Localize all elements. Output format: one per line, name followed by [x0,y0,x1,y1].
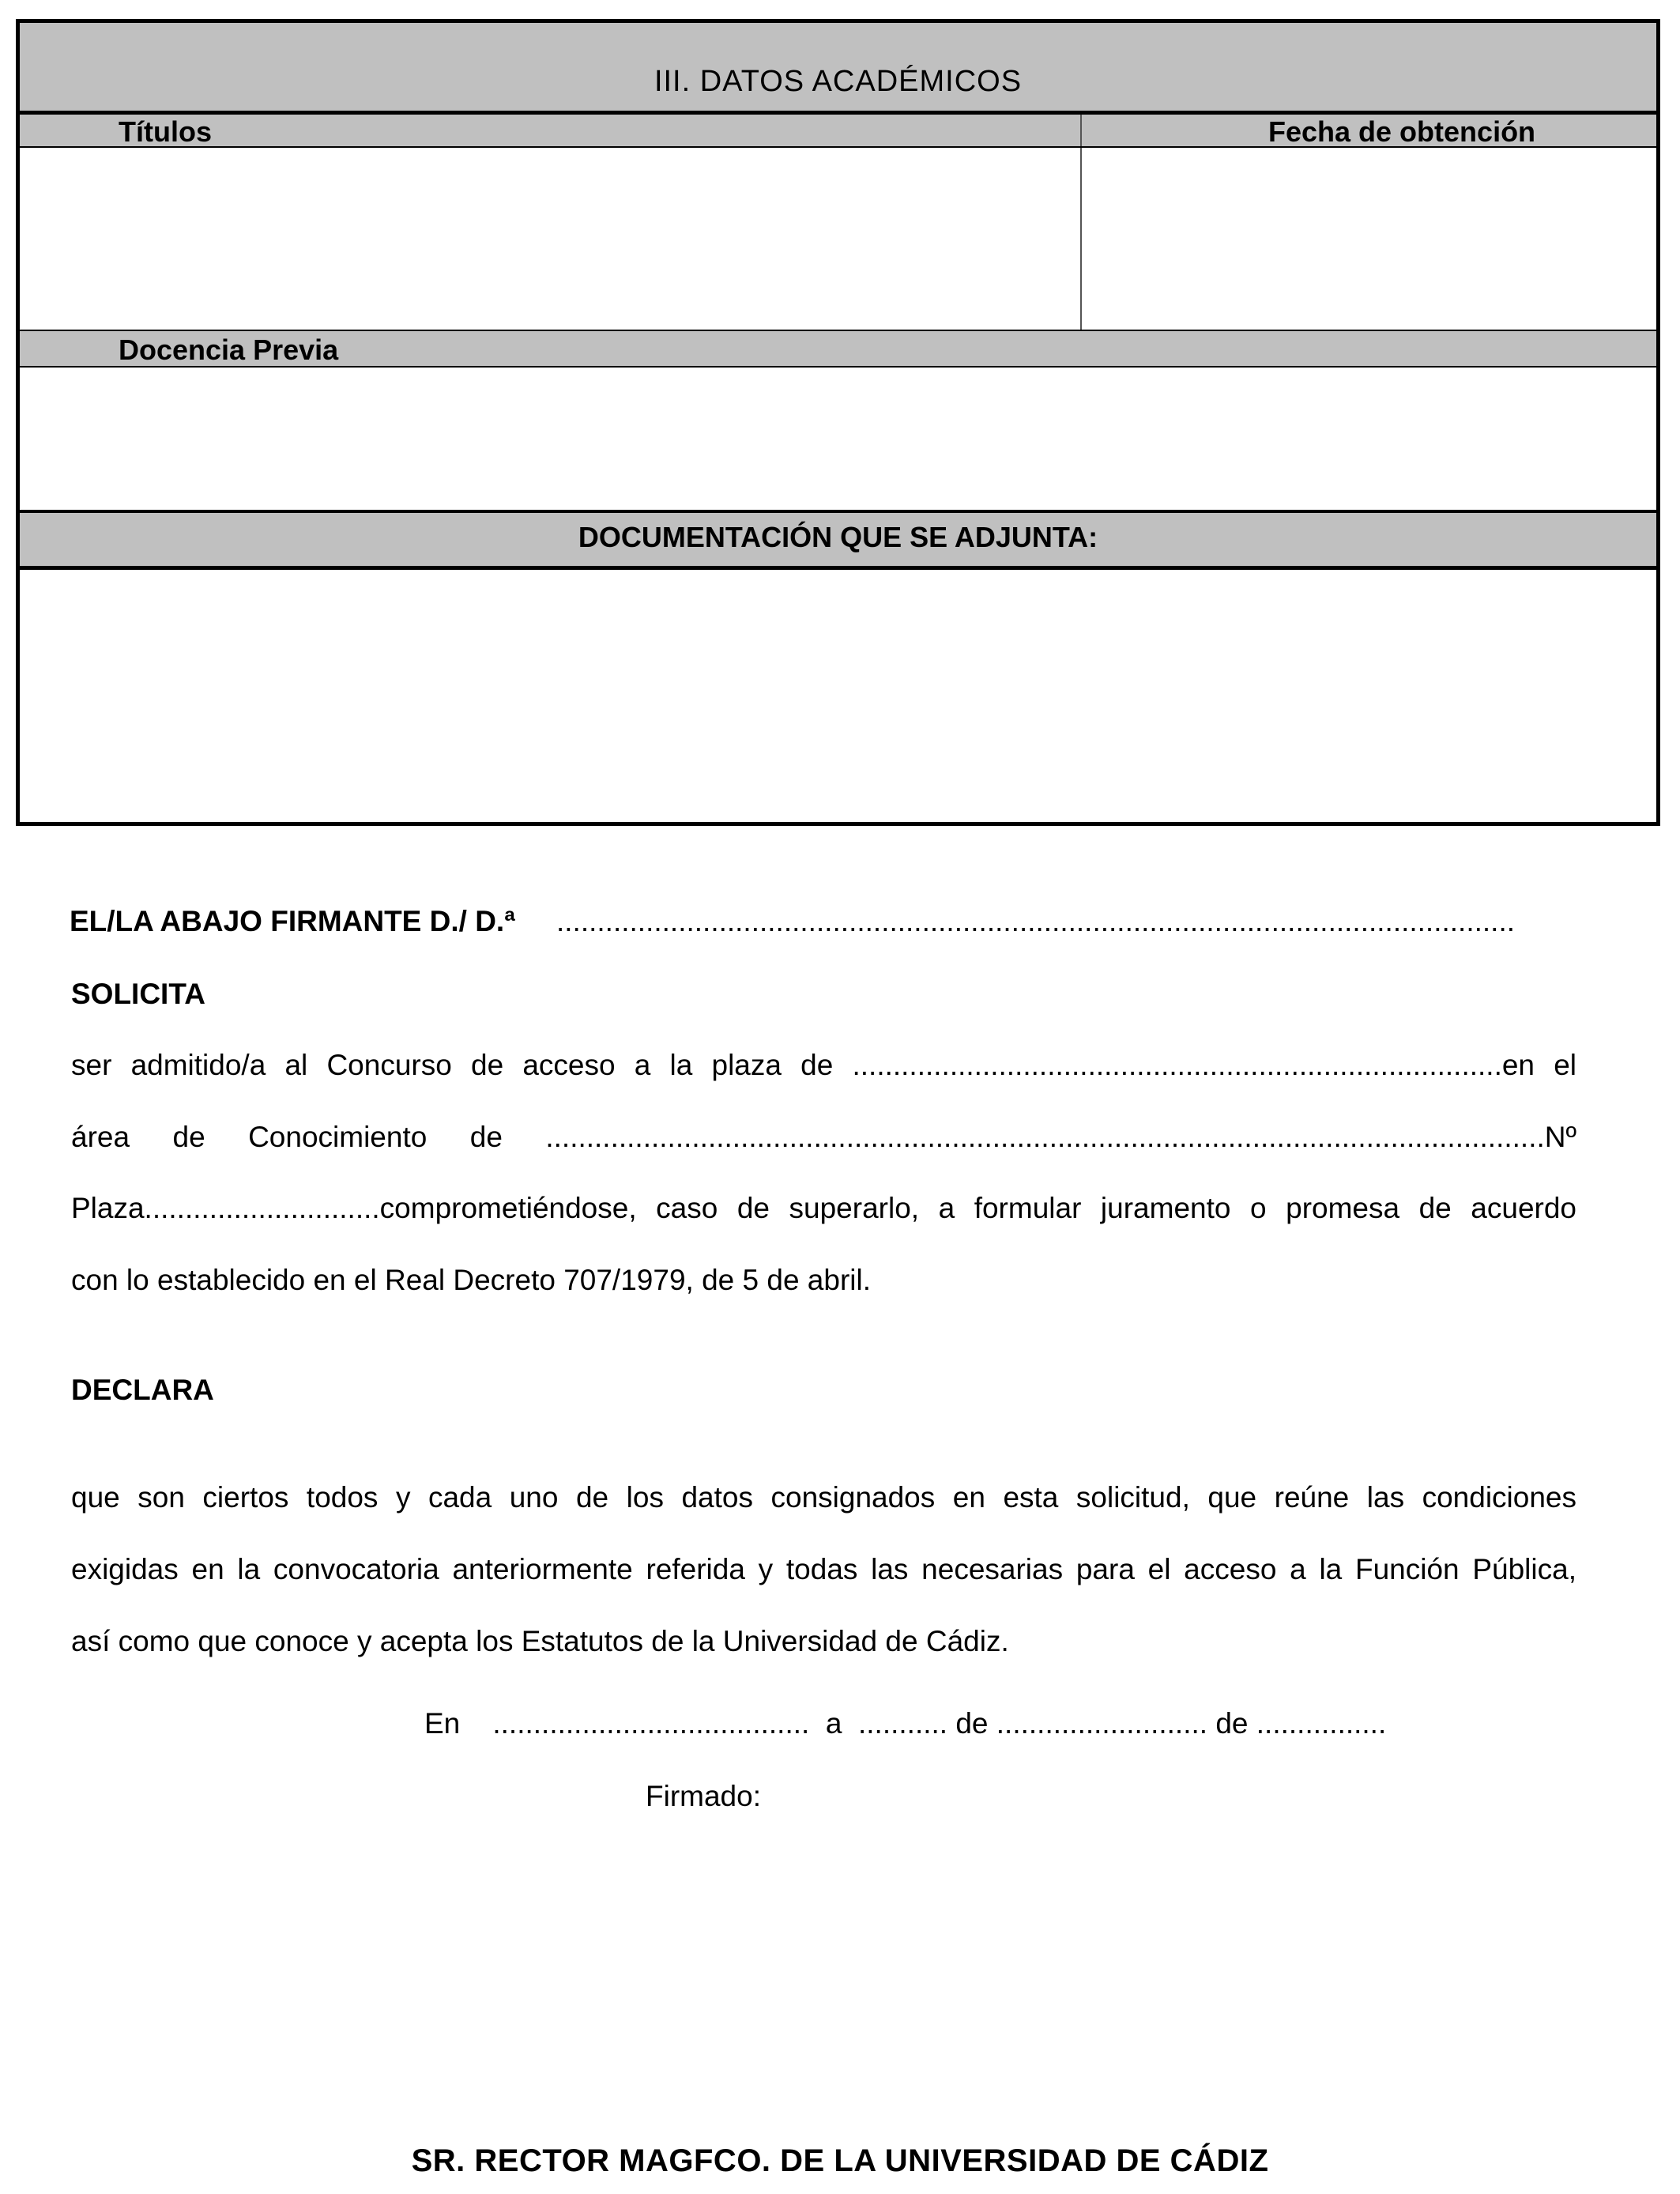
request-line-4: con lo establecido en el Real Decreto 707/1979, de 5 de abril. [71,1264,872,1296]
place-date-line[interactable]: En ....................................... a ........... de .......................... de ................ [424,1707,1387,1740]
declaration-line-1: que son ciertos todos y cada uno de los datos consignados en esta solicitud, que reúne las condiciones [71,1481,1576,1514]
academic-data-form [16,19,1660,826]
titles-entry-area[interactable] [20,148,1656,331]
previous-teaching-entry-area[interactable] [20,368,1656,513]
request-line-1: ser admitido/a al Concurso de acceso a la plaza de ................................................................................en el [71,1049,1576,1081]
declaration-line-3: así como que conoce y acepta los Estatutos de la Universidad de Cádiz. [71,1625,1009,1657]
signer-name-field[interactable]: ...................................................................................................................... [556,905,1516,937]
titles-header-row [20,115,1656,148]
solicita-heading: SOLICITA [71,978,205,1010]
column-divider [1080,115,1082,146]
request-line-2: área de Conocimiento de ...........................................................................................................................Nº [71,1121,1576,1153]
declara-heading: DECLARA [71,1374,214,1406]
titles-column-label: Títulos [119,115,212,148]
section-title: III. DATOS ACADÉMICOS [654,65,1023,98]
signed-label: Firmado: [646,1780,761,1812]
request-line-3: Plaza.............................comprometiéndose, caso de superarlo, a formular juramento o promesa de acuerdo [71,1192,1576,1224]
previous-teaching-header [20,331,1656,368]
addressee: SR. RECTOR MAGFCO. DE LA UNIVERSIDAD DE CÁDIZ [411,2143,1269,2178]
attached-docs-entry-area[interactable] [20,570,1656,822]
attached-docs-header [20,513,1656,570]
date-column-label: Fecha de obtención [1268,115,1536,148]
previous-teaching-label: Docencia Previa [119,334,339,366]
column-divider [1080,148,1082,330]
attached-docs-label: DOCUMENTACIÓN QUE SE ADJUNTA: [578,521,1098,553]
section-header [20,23,1656,115]
signer-label: EL/LA ABAJO FIRMANTE D./ D.ª [70,905,515,937]
declaration-line-2: exigidas en la convocatoria anteriormente referida y todas las necesarias para el acceso a la Función Pública, [71,1553,1576,1585]
